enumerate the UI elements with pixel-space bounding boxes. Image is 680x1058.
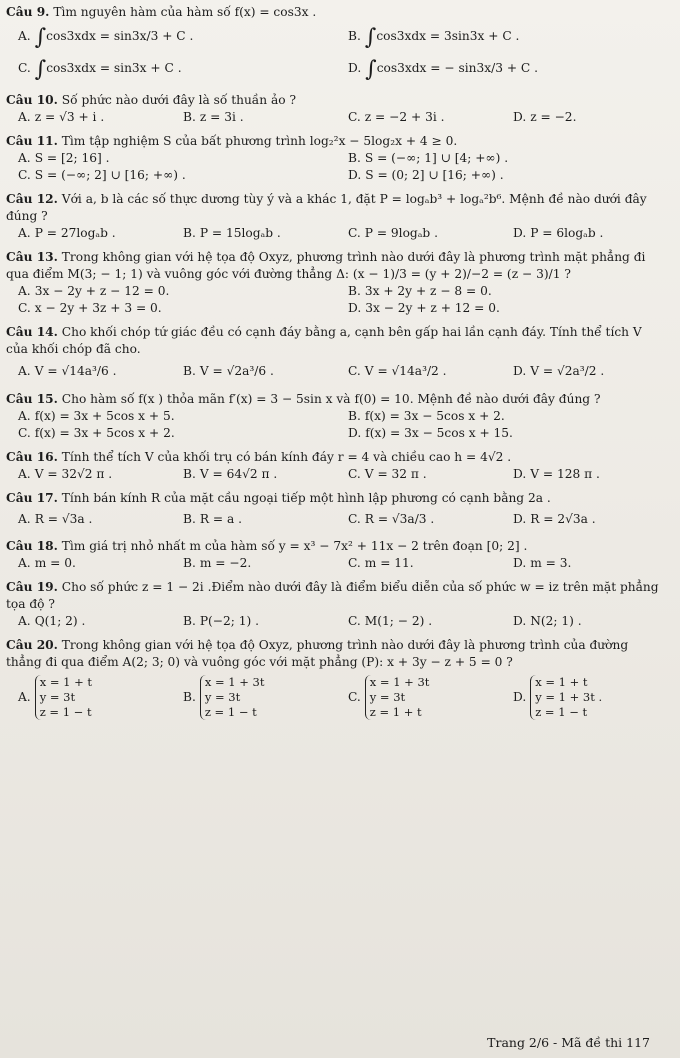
question-20: Câu 20. Trong không gian với hệ tọa độ Oxyz, phương trình nào dưới đây là phương trình của đường thẳng đi qua điểm A(2; 3; 0) và vuông góc với mặt phẳng (P): x + 3y − z + 5 = 0 ? xyxy=(6,638,629,669)
question-18: Câu 18. Tìm giá trị nhỏ nhất m của hàm số y = x³ − 7x² + 11x − 2 trên đoạn [0; 2] . xyxy=(6,539,528,553)
q11-option-d: D. S = (0; 2] ∪ [16; +∞) . xyxy=(348,168,504,182)
q20-option-a: A. x = 1 + t y = 3t z = 1 − t xyxy=(18,675,93,719)
q12-option-d: D. P = 6logₐb . xyxy=(513,226,604,240)
q9-option-b: B. ∫cos3xdx = 3sin3x + C . xyxy=(348,25,520,50)
q10-option-d: D. z = −2. xyxy=(513,110,577,124)
q9-option-d: D. ∫cos3xdx = − sin3x/3 + C . xyxy=(348,57,538,82)
q20-option-c: C. x = 1 + 3t y = 3t z = 1 + t xyxy=(348,675,430,719)
q18-option-d: D. m = 3. xyxy=(513,556,572,570)
question-9: Câu 9. Tìm nguyên hàm của hàm số f(x) = cos3x . xyxy=(6,5,317,19)
q10-option-a: A. z = √3 + i . xyxy=(18,110,105,124)
q15-option-b: B. f(x) = 3x − 5cos x + 2. xyxy=(348,409,505,423)
q16-option-c: C. V = 32 π . xyxy=(348,467,427,481)
q11-option-b: B. S = (−∞; 1] ∪ [4; +∞) . xyxy=(348,151,509,165)
q14-option-d: D. V = √2a³/2 . xyxy=(513,364,605,378)
q14-option-a: A. V = √14a³/6 . xyxy=(18,364,117,378)
q17-option-d: D. R = 2√3a . xyxy=(513,512,596,526)
q12-option-c: C. P = 9logₐb . xyxy=(348,226,438,240)
q16-option-a: A. V = 32√2 π . xyxy=(18,467,113,481)
q17-option-b: B. R = a . xyxy=(183,512,242,526)
question-13: Câu 13. Trong không gian với hệ tọa độ Oxyz, phương trình nào dưới đây là phương trình mặt phẳng đi qua điểm M(3; − 1; 1) và vuông góc với đường thẳng Δ: (x − 1)/3 = (y + 2)/−2 = (z − 3)/1 ? xyxy=(6,250,646,281)
q13-option-d: D. 3x − 2y + z + 12 = 0. xyxy=(348,301,500,315)
q9-option-a: A. ∫cos3xdx = sin3x/3 + C . xyxy=(18,25,194,50)
q18-option-a: A. m = 0. xyxy=(18,556,76,570)
question-12: Câu 12. Với a, b là các số thực dương tùy ý và a khác 1, đặt P = logₐb³ + logₐ²b⁶. Mệnh đề nào dưới đây đúng ? xyxy=(6,192,647,223)
q19-option-a: A. Q(1; 2) . xyxy=(18,614,86,628)
q14-option-b: B. V = √2a³/6 . xyxy=(183,364,274,378)
q10-option-b: B. z = 3i . xyxy=(183,110,244,124)
question-10: Câu 10. Số phức nào dưới đây là số thuần ảo ? xyxy=(6,93,296,107)
q11-option-a: A. S = [2; 16] . xyxy=(18,151,110,165)
q19-option-d: D. N(2; 1) . xyxy=(513,614,582,628)
question-15: Câu 15. Cho hàm số f(x ) thỏa mãn f′(x) = 3 − 5sin x và f(0) = 10. Mệnh đề nào dưới đây đúng ? xyxy=(6,392,601,406)
q17-option-a: A. R = √3a . xyxy=(18,512,93,526)
q15-option-a: A. f(x) = 3x + 5cos x + 5. xyxy=(18,409,175,423)
q13-option-a: A. 3x − 2y + z − 12 = 0. xyxy=(18,284,170,298)
q12-option-a: A. P = 27logₐb . xyxy=(18,226,116,240)
question-14: Câu 14. Cho khối chóp tứ giác đều có cạnh đáy bằng a, cạnh bên gấp hai lần cạnh đáy. Tính thể tích V của khối chóp đã cho. xyxy=(6,325,642,356)
q19-option-b: B. P(−2; 1) . xyxy=(183,614,260,628)
q13-option-c: C. x − 2y + 3z + 3 = 0. xyxy=(18,301,162,315)
page-footer: Trang 2/6 - Mã đề thi 117 xyxy=(487,1035,650,1050)
q14-option-c: C. V = √14a³/2 . xyxy=(348,364,447,378)
q15-option-c: C. f(x) = 3x + 5cos x + 2. xyxy=(18,426,175,440)
question-17: Câu 17. Tính bán kính R của mặt cầu ngoại tiếp một hình lập phương có cạnh bằng 2a . xyxy=(6,491,551,505)
q18-option-b: B. m = −2. xyxy=(183,556,252,570)
q20-option-b: B. x = 1 + 3t y = 3t z = 1 − t xyxy=(183,675,265,719)
q16-option-d: D. V = 128 π . xyxy=(513,467,600,481)
q17-option-c: C. R = √3a/3 . xyxy=(348,512,435,526)
q15-option-d: D. f(x) = 3x − 5cos x + 15. xyxy=(348,426,513,440)
q18-option-c: C. m = 11. xyxy=(348,556,414,570)
q20-option-d: D. x = 1 + t y = 1 + 3t . z = 1 − t xyxy=(513,675,603,719)
question-19: Câu 19. Cho số phức z = 1 − 2i .Điểm nào dưới đây là điểm biểu diễn của số phức w = iz trên mặt phẳng tọa độ ? xyxy=(6,580,659,611)
q12-option-b: B. P = 15logₐb . xyxy=(183,226,281,240)
q16-option-b: B. V = 64√2 π . xyxy=(183,467,278,481)
q10-option-c: C. z = −2 + 3i . xyxy=(348,110,445,124)
question-11: Câu 11. Tìm tập nghiệm S của bất phương trình log₂²x − 5log₂x + 4 ≥ 0. xyxy=(6,134,458,148)
q9-option-c: C. ∫cos3xdx = sin3x + C . xyxy=(18,57,182,82)
q13-option-b: B. 3x + 2y + z − 8 = 0. xyxy=(348,284,492,298)
q19-option-c: C. M(1; − 2) . xyxy=(348,614,433,628)
question-16: Câu 16. Tính thể tích V của khối trụ có bán kính đáy r = 4 và chiều cao h = 4√2 . xyxy=(6,450,512,464)
q11-option-c: C. S = (−∞; 2] ∪ [16; +∞) . xyxy=(18,168,186,182)
